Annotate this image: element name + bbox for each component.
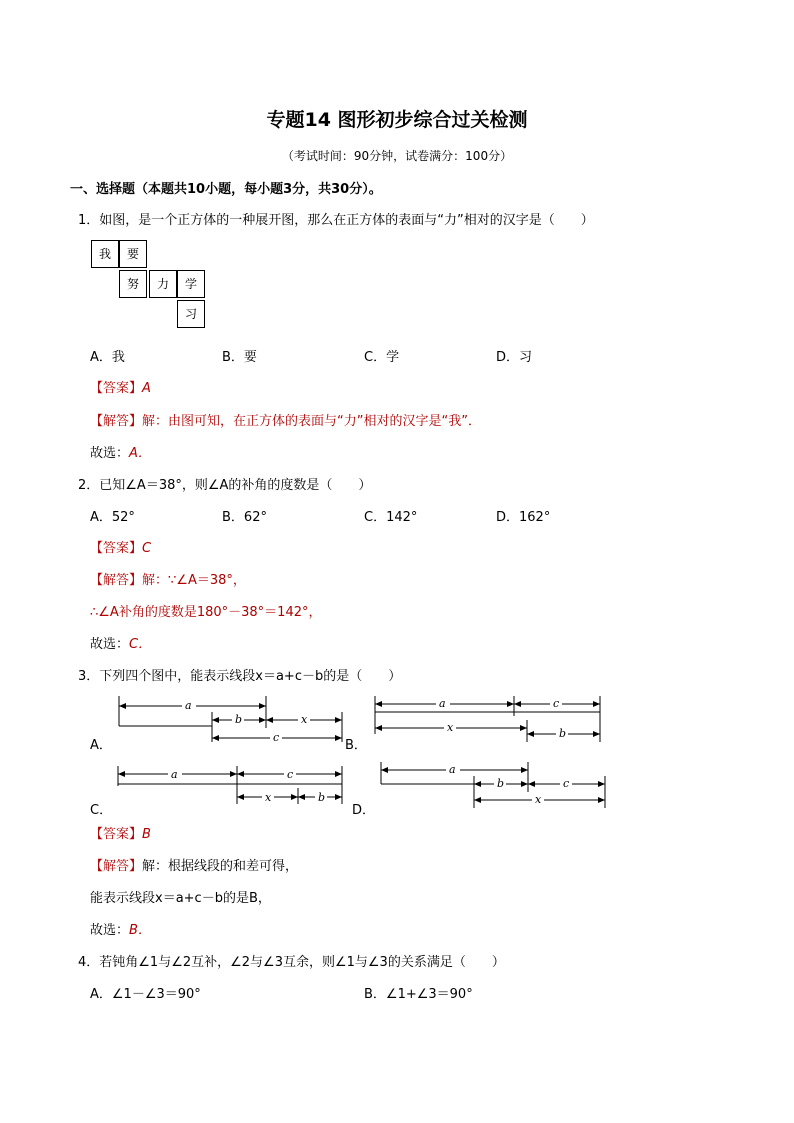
conclusion-value: A． bbox=[129, 446, 151, 461]
seg-label-b: b bbox=[497, 777, 505, 790]
q2-option-b: B．62° bbox=[222, 510, 267, 525]
q1-option-c: C．学 bbox=[364, 350, 400, 365]
conclusion-value: B． bbox=[129, 923, 151, 938]
diagram-b bbox=[370, 690, 606, 746]
q3-option-c: C． bbox=[90, 803, 113, 818]
net-cell-2: 要 bbox=[119, 240, 147, 268]
q1-option-b: B．要 bbox=[222, 350, 257, 365]
exam-info: （考试时间：90分钟，试卷满分：100分） bbox=[281, 149, 513, 163]
q2-option-a: A．52° bbox=[90, 510, 135, 525]
question-3-text: 3．下列四个图中，能表示线段x＝a+c－b的是（ ） bbox=[78, 669, 402, 684]
net-cell-1: 我 bbox=[91, 240, 119, 268]
q3-solution-line-2: 能表示线段x＝a+c－b的是B， bbox=[90, 891, 271, 906]
solution-text: 解：由图可知，在正方体的表面与“力”相对的汉字是“我”． bbox=[142, 414, 481, 429]
q3-option-b: B． bbox=[345, 738, 367, 753]
seg-label-c: c bbox=[287, 768, 294, 781]
answer-label: 【答案】 bbox=[90, 541, 143, 556]
solution-label: 【解答】 bbox=[90, 414, 143, 429]
diagram-c bbox=[112, 762, 348, 808]
seg-label-c: c bbox=[553, 697, 560, 710]
q3-option-d: D． bbox=[352, 803, 376, 818]
q2-conclusion bbox=[90, 633, 151, 652]
net-cell-4: 力 bbox=[149, 270, 177, 298]
answer-label: 【答案】 bbox=[90, 827, 143, 842]
q1-answer bbox=[90, 377, 151, 396]
net-cell-3: 努 bbox=[119, 270, 147, 298]
q2-answer bbox=[90, 537, 151, 556]
q3-conclusion bbox=[90, 919, 151, 938]
seg-label-x: x bbox=[265, 791, 272, 804]
q1-conclusion bbox=[90, 442, 151, 461]
conclusion-label: 故选： bbox=[90, 446, 130, 461]
section-heading: 一、选择题（本题共10小题，每小题3分，共30分）。 bbox=[70, 182, 382, 197]
q4-option-b: B．∠1+∠3＝90° bbox=[364, 987, 473, 1002]
question-1-text: 1．如图，是一个正方体的一种展开图，那么在正方体的表面与“力”相对的汉字是（ ） bbox=[78, 213, 594, 228]
diagram-d bbox=[376, 756, 612, 812]
q3-solution bbox=[90, 855, 298, 874]
seg-label-a: a bbox=[449, 763, 456, 776]
seg-label-x: x bbox=[535, 793, 542, 806]
conclusion-label: 故选： bbox=[90, 637, 130, 652]
solution-text: 解：根据线段的和差可得， bbox=[142, 859, 299, 874]
question-4-text: 4．若钝角∠1与∠2互补，∠2与∠3互余，则∠1与∠3的关系满足（ ） bbox=[78, 955, 505, 970]
question-2-text: 2．已知∠A＝38°，则∠A的补角的度数是（ ） bbox=[78, 478, 372, 493]
q3-answer bbox=[90, 823, 151, 842]
seg-label-c: c bbox=[563, 777, 570, 790]
page-title: 专题14 图形初步综合过关检测 bbox=[266, 109, 528, 131]
q2-option-c: C．142° bbox=[364, 510, 418, 525]
q1-option-d: D．习 bbox=[496, 350, 533, 365]
net-cell-5: 学 bbox=[177, 270, 205, 298]
answer-label: 【答案】 bbox=[90, 381, 143, 396]
conclusion-value: C． bbox=[129, 637, 152, 652]
q1-solution bbox=[90, 410, 481, 429]
answer-value: A bbox=[142, 381, 151, 396]
seg-label-b: b bbox=[235, 713, 243, 726]
seg-label-b: b bbox=[318, 791, 326, 804]
seg-label-a: a bbox=[439, 697, 446, 710]
seg-label-c: c bbox=[273, 731, 280, 744]
seg-label-x: x bbox=[447, 721, 454, 734]
q2-option-d: D．162° bbox=[496, 510, 551, 525]
seg-label-a: a bbox=[171, 768, 178, 781]
solution-label: 【解答】 bbox=[90, 573, 143, 588]
seg-label-a: a bbox=[185, 699, 192, 712]
net-cell-6: 习 bbox=[177, 300, 205, 328]
solution-text: 解：∵∠A＝38°， bbox=[142, 573, 246, 588]
answer-value: B bbox=[142, 827, 151, 842]
solution-label: 【解答】 bbox=[90, 859, 143, 874]
seg-label-x: x bbox=[301, 713, 308, 726]
q1-option-a: A．我 bbox=[90, 350, 125, 365]
q2-solution bbox=[90, 569, 246, 588]
q3-option-a: A． bbox=[90, 738, 112, 753]
seg-label-b: b bbox=[559, 727, 567, 740]
q4-option-a: A．∠1－∠3＝90° bbox=[90, 987, 201, 1002]
q2-solution-line-2: ∴∠A补角的度数是180°－38°＝142°， bbox=[90, 605, 322, 620]
answer-value: C bbox=[142, 541, 152, 556]
diagram-a bbox=[112, 692, 348, 748]
conclusion-label: 故选： bbox=[90, 923, 130, 938]
